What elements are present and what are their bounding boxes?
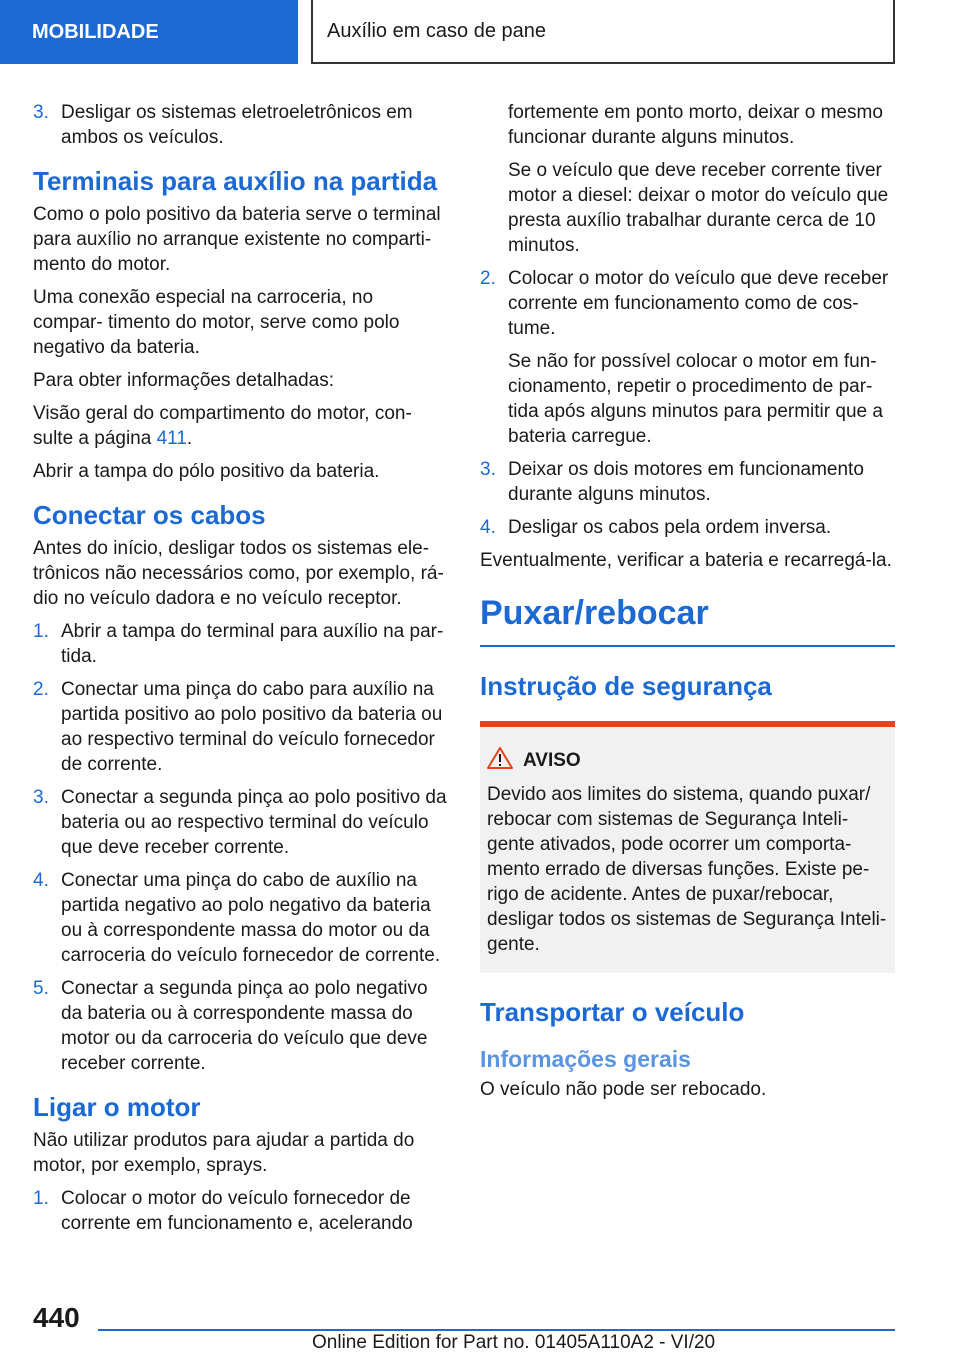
right-column — [480, 100, 895, 1110]
list-item — [33, 100, 448, 150]
heading-conectar: Conectar os cabos — [33, 500, 266, 530]
paragraph: Como o polo positivo da bateria serve o terminal para auxílio no arranque existente no comparti- mento do motor. — [33, 204, 441, 275]
header-chapter-title — [311, 0, 895, 64]
list-continuation: Se o veículo que deve receber corrente tiver motor a diesel: deixar o motor do veículo que presta auxílio trabalhar durante cerca de 10 minutos. — [508, 160, 889, 256]
warning-header — [487, 747, 887, 774]
list-text: Conectar a segunda pinça ao polo negativo da bateria ou à correspondente massa do motor ou da carroceria do veículo que deve receber corrente. — [61, 978, 428, 1074]
list-item — [480, 457, 895, 507]
list-item — [480, 266, 895, 341]
paragraph: Abrir a tampa do pólo positivo da bateria. — [33, 461, 380, 482]
paragraph: Antes do início, desligar todos os sistemas ele- trônicos não necessários como, por exemplo, rá- dio no veículo dadora e no veículo receptor. — [33, 538, 444, 609]
list-item — [33, 868, 448, 968]
list-continuation: Se não for possível colocar o motor em fun- cionamento, repetir o procedimento de par- tida após alguns minutos para permitir que a bateria carregue. — [508, 351, 883, 447]
heading-puxar-rebocar: Puxar/rebocar — [480, 593, 895, 647]
footer-edition: Online Edition for Part no. 01405A110A2 - VI/20 — [312, 1332, 716, 1353]
list-item — [33, 785, 448, 860]
heading-terminais: Terminais para auxílio na partida — [33, 166, 438, 196]
list-text: Desligar os sistemas eletroeletrônicos em ambos os veículos. — [61, 102, 413, 148]
list-item — [33, 1186, 448, 1236]
paragraph: O veículo não pode ser rebocado. — [480, 1079, 767, 1100]
list-text: Colocar o motor do veículo fornecedor de corrente em funcionamento e, acelerando — [61, 1188, 413, 1234]
list-continuation: fortemente em ponto morto, deixar o mesmo funcionar durante alguns minutos. — [508, 102, 883, 148]
list-item — [33, 619, 448, 669]
paragraph: Eventualmente, verificar a bateria e recarregá-la. — [480, 550, 892, 571]
subheading-informacoes: Informações gerais — [480, 1046, 691, 1072]
header-section-label: MOBILIDADE — [0, 0, 298, 64]
list-number: 4. — [33, 870, 49, 891]
paragraph-end: . — [186, 428, 193, 449]
list-text: Abrir a tampa do terminal para auxílio na par- tida. — [61, 621, 444, 667]
list-text: Colocar o motor do veículo que deve receber corrente em funcionamento como de cos- tume. — [508, 268, 889, 339]
warning-triangle-icon — [487, 747, 513, 774]
page-reference-link[interactable]: 411 — [156, 428, 187, 449]
heading-instrucao: Instrução de segurança — [480, 671, 772, 701]
list-text: Deixar os dois motores em funcionamento durante alguns minutos. — [508, 459, 864, 505]
list-text: Conectar a segunda pinça ao polo positivo da bateria ou ao respectivo terminal do veículo que deve receber corrente. — [61, 787, 447, 858]
list-number: 1. — [33, 1188, 49, 1209]
list-number: 4. — [480, 517, 496, 538]
page-number: 440 — [33, 1302, 80, 1333]
list-text: Conectar uma pinça do cabo para auxílio na partida positivo ao polo positivo da bateria ou ao respectivo terminal do veículo fornecedor de corrente. — [61, 679, 443, 775]
list-number: 2. — [33, 679, 49, 700]
list-item — [480, 515, 895, 540]
list-text: Desligar os cabos pela ordem inversa. — [508, 517, 832, 538]
list-number: 1. — [33, 621, 49, 642]
list-number: 2. — [480, 268, 496, 289]
list-item — [33, 677, 448, 777]
list-number: 3. — [33, 102, 49, 123]
heading-transportar: Transportar o veículo — [480, 997, 745, 1027]
list-text: Conectar uma pinça do cabo de auxílio na partida negativo ao polo negativo da bateria ou à correspondente massa do motor ou da carroceria do veículo fornecedor de corrente. — [61, 870, 441, 966]
list-number: 3. — [480, 459, 496, 480]
list-number: 5. — [33, 978, 49, 999]
chapter-title-text: Auxílio em caso de pane — [327, 19, 547, 42]
list-item — [33, 976, 448, 1076]
heading-ligar: Ligar o motor — [33, 1092, 201, 1122]
left-column — [33, 100, 448, 1244]
paragraph: Não utilizar produtos para ajudar a partida do motor, por exemplo, sprays. — [33, 1130, 415, 1176]
paragraph: Uma conexão especial na carroceria, no compar- timento do motor, serve como polo negativo da bateria. — [33, 287, 400, 358]
warning-title: AVISO — [523, 749, 581, 771]
list-number: 3. — [33, 787, 49, 808]
warning-text: Devido aos limites do sistema, quando puxar/ rebocar com sistemas de Segurança Inteli- gente ativados, pode ocorrer um comporta- mento errado de diversas funções. Existe pe- rigo de acidente. Antes de puxar/rebocar, desligar todos os sistemas de Segurança Inteli- gente. — [487, 784, 887, 955]
paragraph: Para obter informações detalhadas: — [33, 370, 335, 391]
warning-box — [480, 721, 895, 973]
footer-divider — [98, 1329, 895, 1331]
paragraph-text: Visão geral do compartimento do motor, con- sulte a página — [33, 403, 412, 449]
paragraph — [33, 401, 448, 451]
